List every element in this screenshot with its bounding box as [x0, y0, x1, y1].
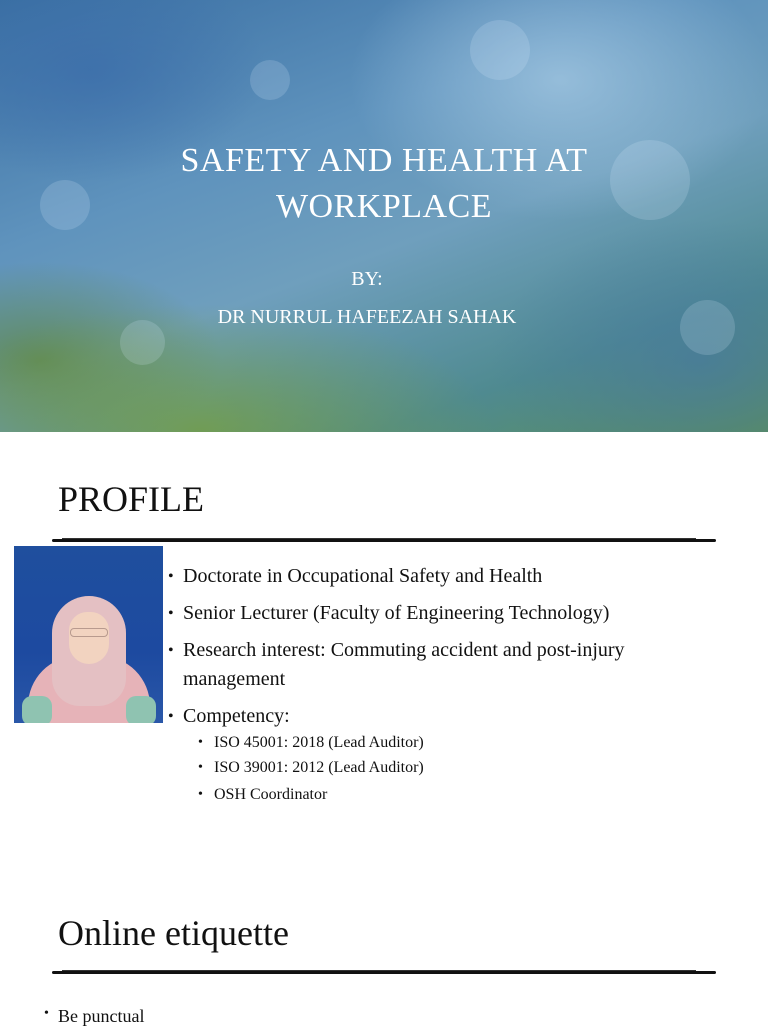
- sub-list-item: • ISO 45001: 2018 (Lead Auditor): [198, 733, 728, 753]
- profile-photo: [14, 546, 163, 723]
- sub-list-item: • OSH Coordinator: [198, 785, 728, 805]
- list-item: • Senior Lecturer (Faculty of Engineering Technology): [168, 599, 728, 628]
- author-name: DR NURRUL HAFEEZAH SAHAK: [217, 306, 517, 328]
- presentation-title: [0, 138, 768, 230]
- list-item: • Be punctual: [44, 1006, 144, 1027]
- title-slide: [0, 0, 768, 432]
- title-line-2: WORKPLACE: [275, 188, 493, 225]
- bokeh-light: [470, 20, 530, 80]
- by-label: BY:: [351, 268, 383, 290]
- profile-bullet-list: [168, 562, 728, 810]
- heading-divider: [52, 971, 716, 974]
- title-line-1: SAFETY AND HEALTH AT: [180, 142, 588, 179]
- list-item: • Research interest: Commuting accident and post-injury management: [168, 636, 728, 694]
- list-item: • Competency:: [168, 702, 728, 731]
- list-item: • Doctorate in Occupational Safety and Health: [168, 562, 728, 591]
- sub-list-item: • ISO 39001: 2012 (Lead Auditor): [198, 758, 728, 778]
- heading-divider: [52, 539, 716, 542]
- etiquette-heading: Online etiquette: [58, 913, 289, 953]
- bokeh-light: [250, 60, 290, 100]
- profile-heading: PROFILE: [58, 479, 205, 519]
